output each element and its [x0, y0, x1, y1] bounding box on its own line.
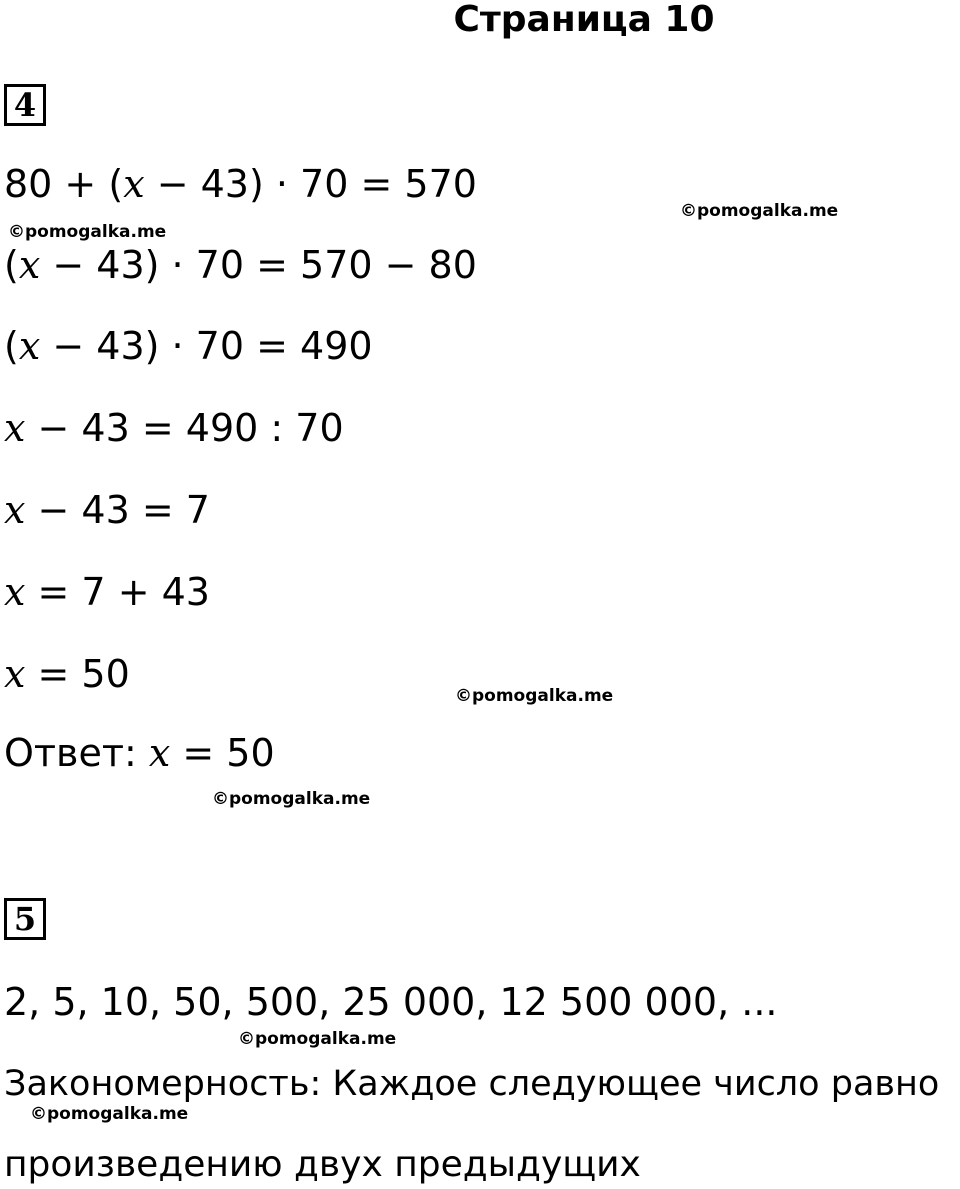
- watermark: ©pomogalka.me: [8, 222, 167, 242]
- page-title: Страница 10: [453, 0, 715, 40]
- equation-line-4: x − 43 = 490 : 70: [4, 406, 344, 450]
- watermark: ©pomogalka.me: [455, 686, 614, 706]
- equation-line-3: (x − 43) · 70 = 490: [4, 324, 373, 368]
- task-number-5: 5: [4, 898, 46, 940]
- equation-line-7: x = 50: [4, 652, 130, 696]
- sequence-line: 2, 5, 10, 50, 500, 25 000, 12 500 000, ...: [4, 980, 778, 1024]
- rule-line-1: Закономерность: Каждое следующее число равно: [4, 1064, 940, 1104]
- watermark: ©pomogalka.me: [238, 1029, 397, 1049]
- watermark: ©pomogalka.me: [680, 201, 839, 221]
- equation-line-1: 80 + (x − 43) · 70 = 570: [4, 162, 477, 206]
- task-number-4: 4: [4, 84, 46, 126]
- answer-line: Ответ: x = 50: [4, 731, 275, 775]
- equation-line-5: x − 43 = 7: [4, 488, 210, 532]
- equation-line-2: (x − 43) · 70 = 570 − 80: [4, 243, 477, 287]
- rule-line-2: произведению двух предыдущих: [4, 1144, 641, 1185]
- watermark: ©pomogalka.me: [30, 1104, 189, 1124]
- equation-line-6: x = 7 + 43: [4, 570, 210, 614]
- watermark: ©pomogalka.me: [212, 789, 371, 809]
